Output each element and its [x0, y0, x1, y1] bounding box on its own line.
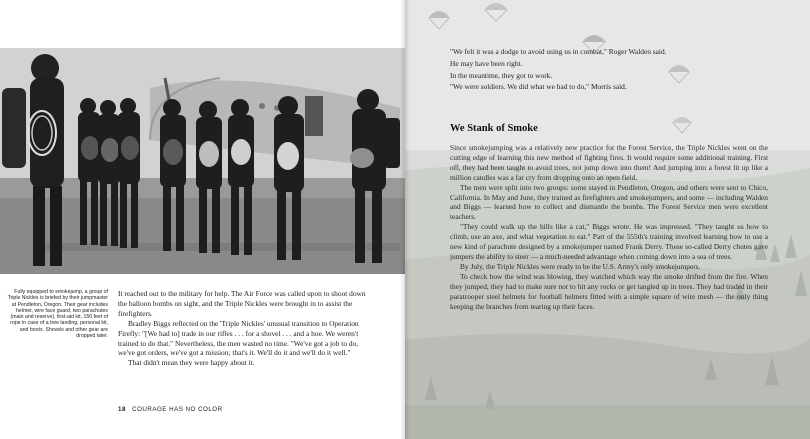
right-body-text — [450, 143, 768, 311]
page-number: 18 — [118, 406, 126, 413]
running-title: COURAGE HAS NO COLOR — [132, 406, 223, 413]
section-heading: We Stank of Smoke — [450, 123, 538, 134]
quote-line: In the meantime, they got to work. — [450, 70, 553, 80]
parachute-icon — [483, 0, 509, 22]
quote-line: "We were soldiers. We did what we had to do," Morris said. — [450, 82, 627, 92]
smokejumpers-photo — [0, 48, 405, 274]
paragraph: "They could walk up the hills like a cat," Biggs wrote. He was impressed. "They taught us how to climb, use an axe, and what vegetation to eat." Part of the 555th's training involved learning how to use a new kind of parachute designed by a smokejumper named Frank Derry. These so-called Derry chutes gave jumpers the ability to steer — a much-needed advantage when coming down into a sea of trees. — [450, 222, 768, 261]
parachute-icon — [427, 8, 451, 30]
photo-caption: Fully equipped to smokejump, a group of Triple Nickles is briefed by their jumpmaster at Pendleton, Oregon. Their gear includes helmet, wire face guard, two parachutes (main and reserve), first-aid kit, 150 feet of rope in case of a tree landing, personal kit, and boots. Shovels and other gear are dropped later. — [7, 289, 108, 340]
quotes-block — [450, 46, 770, 93]
paragraph: It reached out to the military for help. The Air Force was called upon to shoot down the balloon bombs on sight, and the Triple Nickles were brought in to assist the firefighters. — [118, 289, 366, 318]
quote-line: He may have been right. — [450, 58, 523, 68]
right-page — [405, 0, 810, 439]
paragraph: By July, the Triple Nickles were ready to be the U.S. Army's only smokejumpers. — [460, 261, 701, 271]
paragraph: The men were split into two groups: some stayed in Pendleton, Oregon, and others were sent to Chico, California. In May and June, they trained as firefighters and smokejumpers, and some — including Walden and Biggs — learned how to collect and dismantle the bombs. The Forest Service men were excellent teachers. — [450, 182, 768, 222]
book-gutter — [400, 0, 410, 439]
paragraph: Bradley Biggs reflected on the 'Triple Nickles' unusual transition to Operation Firefly: "[We had to] trade in our rifles . . . for a shovel . . . and a hoe. We weren't trained to do that." Nevertheless, the men wasted no time. "We've got a job to do, we've got orders, we've got a mission; that's it. We'll do it and we'll do it well." — [118, 318, 359, 358]
parachute-icon — [671, 114, 693, 134]
paragraph: That didn't mean they were happy about it. — [128, 358, 255, 368]
paragraph: Since smokejumping was a relatively new practice for the Forest Service, the Triple Nickles went on the cutting edge of learning this new method of fighting fires. It would require some additional training. First off, they had been taught to avoid trees, not jump down into them! And jumping into a forest lit up like a million candles was a far cry from dropping onto an open field. — [450, 143, 768, 182]
left-body-text — [118, 289, 366, 368]
page-footer — [118, 406, 223, 413]
quote-line: "We felt it was a dodge to avoid using us in combat," Roger Walden said. — [450, 47, 667, 56]
paragraph: To check how the wind was blowing, they watched which way the smoke drifted from the fire. When they jumped, they had to make sure not to hit any rocks or get tangled up in trees. They had traded in their paratrooper steel helmets for football helmets fitted with a simple square of wire mesh — the only thing keeping the branches from tearing up their faces. — [450, 271, 768, 311]
